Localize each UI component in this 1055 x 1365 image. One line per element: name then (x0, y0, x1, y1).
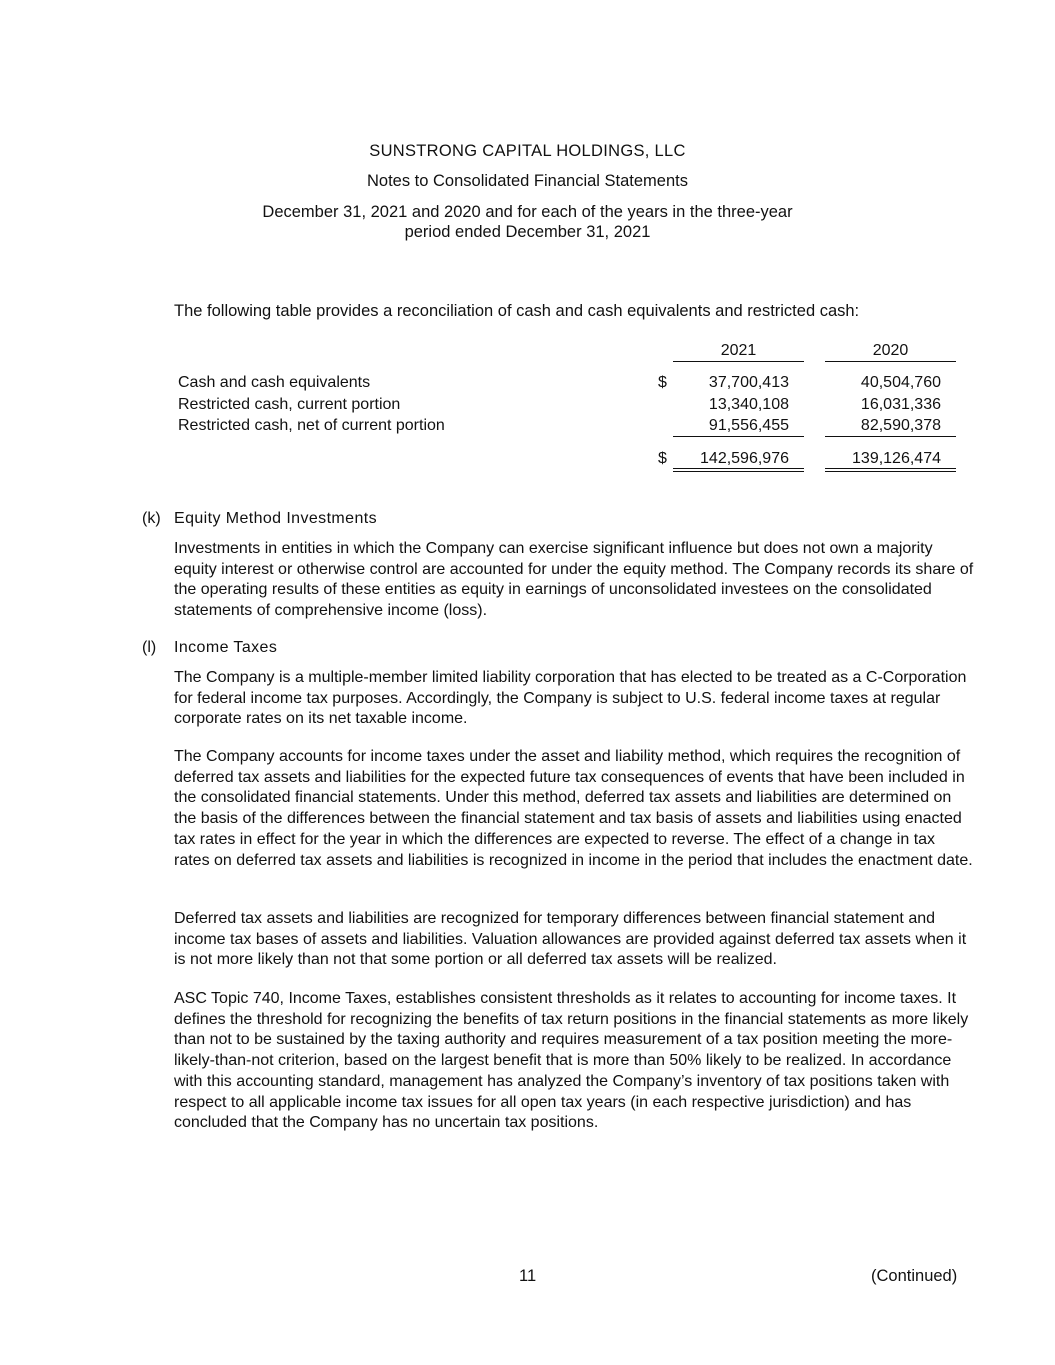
period-line-2: period ended December 31, 2021 (404, 223, 651, 241)
period-line-1: December 31, 2021 and 2020 and for each of the years in the three-year (262, 203, 793, 221)
period-description (0, 202, 1055, 242)
document-title: Notes to Consolidated Financial Statements (366, 172, 688, 190)
subtotal-rule (825, 436, 956, 437)
total-2020: 139,126,474 (852, 450, 941, 467)
header-underline (673, 361, 804, 362)
total-double-rule (673, 468, 804, 469)
currency-symbol: $ (658, 374, 667, 391)
value-2020: 16,031,336 (860, 396, 941, 413)
total-double-rule (673, 471, 804, 472)
header-underline (825, 361, 956, 362)
section-l-title: Income Taxes (174, 639, 278, 656)
value-2021: 91,556,455 (708, 417, 789, 434)
row-label: Restricted cash, current portion (178, 396, 401, 413)
total-currency-symbol: $ (658, 450, 667, 467)
value-2021: 37,700,413 (708, 374, 789, 391)
total-double-rule (825, 468, 956, 469)
section-l-paragraph-1: The Company is a multiple-member limited liability corporation that has elected to be treated as a C-Corporation for federal income tax purposes. Accordingly, the Company is subject to U.S. federal income taxes at regular corporate rates on its net taxable income. (174, 669, 967, 728)
section-l-paragraph-3: Deferred tax assets and liabilities are recognized for temporary differences between financial statement and income tax bases of assets and liabilities. Valuation allowances are provided against deferred tax assets when it is not more likely than not that some portion or all deferred tax assets will be realized. (174, 910, 967, 969)
section-k-paragraph: Investments in entities in which the Company can exercise significant influence but does not own a majority equity interest or otherwise control are accounted for under the equity method. The Company records its share of the operating results of these entities as equity in earnings of unconsolidated investees on the consolidated statements of comprehensive income (loss). (174, 540, 974, 620)
subtotal-rule (673, 436, 804, 437)
section-l-paragraph-2: The Company accounts for income taxes under the asset and liability method, which requires the recognition of deferred tax assets and liabilities for the expected future tax consequences of events that have been included in the consolidated financial statements. Under this method, deferred tax assets and liabilities are determined on the basis of the differences between the financial statement and tax basis of assets and liabilities using enacted tax rates in effect for the year in which the differences are expected to reverse. The effect of a change in tax rates on deferred tax assets and liabilities is recognized in income in the period that includes the enactment date. (174, 748, 973, 869)
total-double-rule (825, 471, 956, 472)
value-2021: 13,340,108 (708, 396, 789, 413)
company-name: SUNSTRONG CAPITAL HOLDINGS, LLC (369, 142, 686, 160)
page-number: 11 (519, 1267, 537, 1285)
value-2020: 82,590,378 (860, 417, 941, 434)
section-l-paragraph-4: ASC Topic 740, Income Taxes, establishes consistent thresholds as it relates to accounting for income taxes. It defines the threshold for recognizing the benefits of tax return positions in the financial statements as more likely than not to be sustained by the taxing authority and requires measurement of a tax position meeting the more-likely-than-not criterion, based on the largest benefit that is more than 50% likely to be realized. In accordance with this accounting standard, management has analyzed the Company’s inventory of tax positions taken with respect to all applicable income tax issues for all open tax years (in each respective jurisdiction) and has concluded that the Company has no uncertain tax positions. (174, 990, 969, 1132)
total-2021: 142,596,976 (700, 450, 789, 467)
table-intro: The following table provides a reconciliation of cash and cash equivalents and restricted cash: (174, 302, 860, 320)
section-k-letter: (k) (142, 510, 161, 527)
continued-label: (Continued) (871, 1267, 958, 1285)
section-k-title: Equity Method Investments (174, 510, 377, 527)
column-header-2021: 2021 (720, 342, 757, 359)
value-2020: 40,504,760 (860, 374, 941, 391)
row-label: Restricted cash, net of current portion (178, 417, 445, 434)
section-l-letter: (l) (142, 639, 157, 656)
column-header-2020: 2020 (872, 342, 909, 359)
row-label: Cash and cash equivalents (178, 374, 371, 391)
